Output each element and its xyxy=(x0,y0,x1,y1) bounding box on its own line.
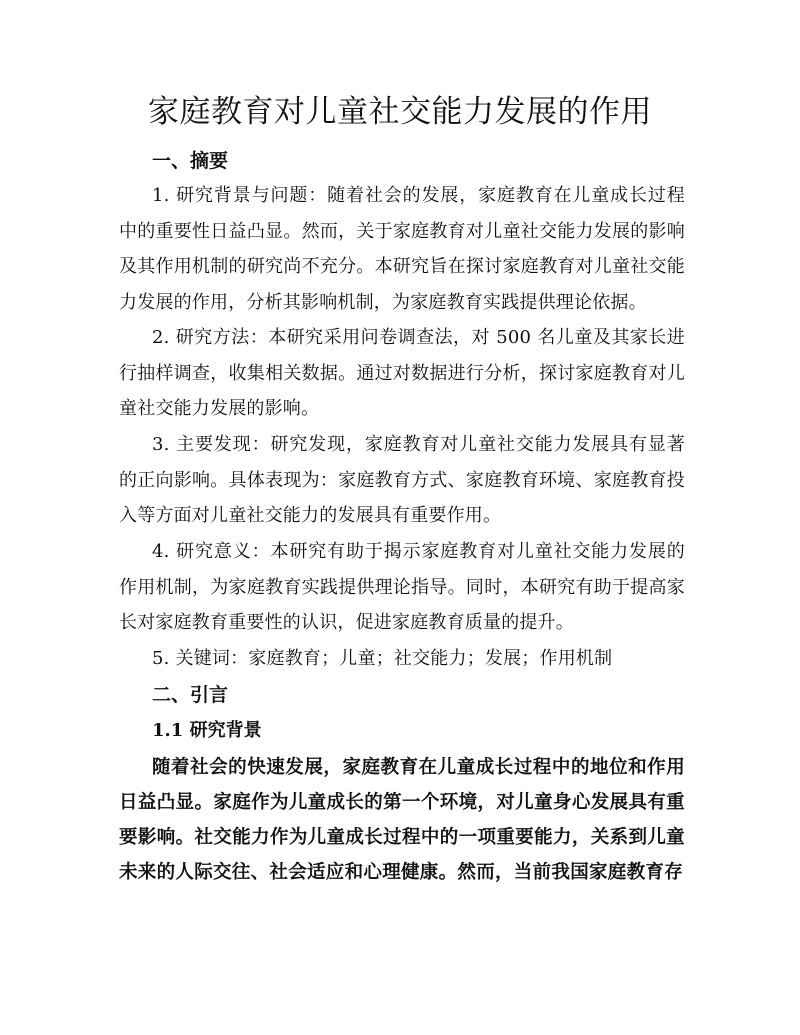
intro-heading: 二、引言 xyxy=(152,684,229,706)
intro-subheading: 1.1 研究背景 xyxy=(152,720,262,741)
abstract-item-2: 2. 研究方法：本研究采用问卷调查法，对 500 名儿童及其家长进行抽样调查，收集相关数据。通过对数据进行分析，探讨家庭教育对儿童社交能力发展的影响。 xyxy=(119,327,685,419)
abstract-item-1: 1. 研究背景与问题：随着社会的发展，家庭教育在儿童成长过程中的重要性日益凸显。然而，关于家庭教育对儿童社交能力发展的影响及其作用机制的研究尚不充分。本研究旨在探讨家庭教育对儿童社交能力发展的作用，分析其影响机制，为家庭教育实践提供理论依据。 xyxy=(119,185,685,313)
document-title: 家庭教育对儿童社交能力发展的作用 xyxy=(148,94,652,130)
abstract-item-4: 4. 研究意义：本研究有助于揭示家庭教育对儿童社交能力发展的作用机制，为家庭教育实践提供理论指导。同时，本研究有助于提高家长对家庭教育重要性的认识，促进家庭教育质量的提升。 xyxy=(119,541,685,633)
abstract-item-5-keywords: 5. 关键词：家庭教育；儿童；社交能力；发展；作用机制 xyxy=(152,648,613,669)
abstract-heading: 一、摘要 xyxy=(152,150,229,172)
intro-paragraph: 随着社会的快速发展，家庭教育在儿童成长过程中的地位和作用日益凸显。家庭作为儿童成长的第一个环境，对儿童身心发展具有重要影响。社交能力作为儿童成长过程中的一项重要能力，关系到儿童未来的人际交往、社会适应和心理健康。然而，当前我国家庭教育存 xyxy=(119,757,685,883)
abstract-item-3: 3. 主要发现：研究发现，家庭教育对儿童社交能力发展具有显著的正向影响。具体表现为：家庭教育方式、家庭教育环境、家庭教育投入等方面对儿童社交能力的发展具有重要作用。 xyxy=(119,434,685,526)
